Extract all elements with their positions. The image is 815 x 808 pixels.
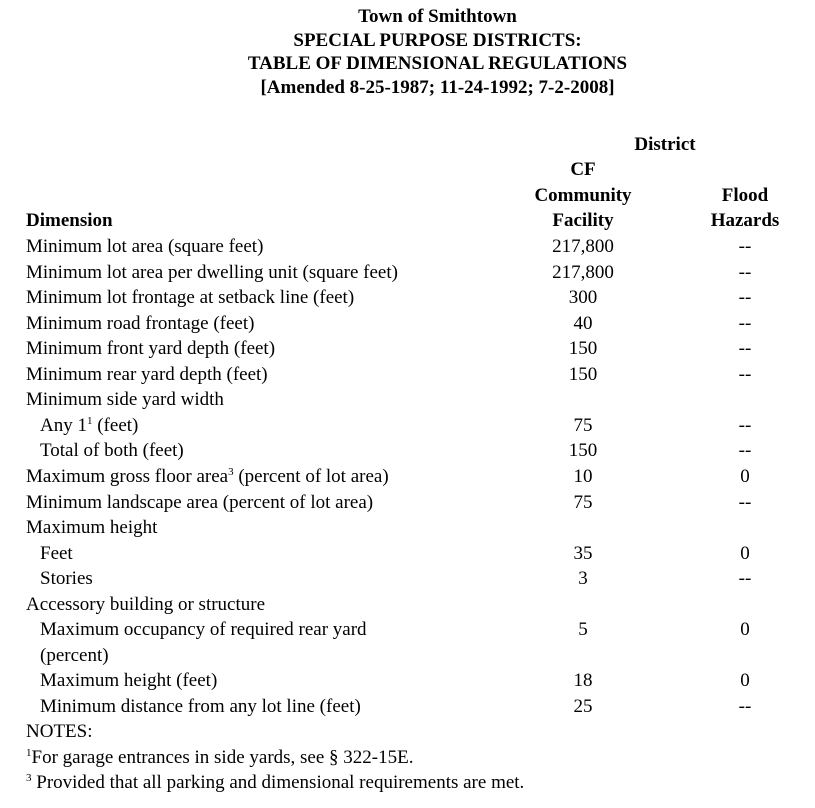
district-heading: District <box>634 134 696 155</box>
row-label: (percent) <box>40 645 109 666</box>
footnote-3-text: Provided that all parking and dimensional requirements are met. <box>31 772 525 793</box>
cf-value: 10 <box>573 466 593 487</box>
footnote-1 <box>26 747 414 769</box>
table-row <box>0 568 815 594</box>
fh-value: -- <box>738 262 752 283</box>
cf-code-heading: CF <box>570 159 596 180</box>
row-label: Minimum distance from any lot line (feet) <box>40 696 361 717</box>
cf-value: 75 <box>573 492 593 513</box>
row-label-text: Maximum gross floor area <box>26 466 229 487</box>
cf-value: 40 <box>573 313 593 334</box>
header-subtitle: TABLE OF DIMENSIONAL REGULATIONS <box>247 53 628 74</box>
fh-value: -- <box>738 568 752 589</box>
cf-value: 300 <box>568 287 598 308</box>
row-label: Minimum front yard depth (feet) <box>26 338 276 359</box>
table-row <box>0 466 815 492</box>
header-town: Town of Smithtown <box>358 6 517 27</box>
table-row <box>0 670 815 696</box>
cf-value: 18 <box>573 670 593 691</box>
cf-value: 75 <box>573 415 593 436</box>
cf-value: 25 <box>573 696 593 717</box>
cf-value: 150 <box>568 440 598 461</box>
row-label <box>40 415 138 437</box>
row-label: Minimum side yard width <box>26 389 224 410</box>
row-label: Maximum occupancy of required rear yard <box>40 619 367 640</box>
table-row <box>0 543 815 569</box>
table-row <box>0 236 815 262</box>
document-header <box>0 5 815 99</box>
table-row <box>0 389 815 415</box>
fh-value: -- <box>738 440 752 461</box>
table-row <box>0 338 815 364</box>
table-row <box>0 594 815 620</box>
row-label: Maximum height (feet) <box>40 670 218 691</box>
cf-name-heading-1: Community <box>534 185 632 206</box>
table-row <box>0 313 815 339</box>
footnote-1-mark: 1 <box>26 747 32 759</box>
footnote-ref-1: 1 <box>86 415 93 427</box>
row-label: Minimum road frontage (feet) <box>26 313 255 334</box>
cf-value: 3 <box>578 568 588 589</box>
row-label: Minimum lot frontage at setback line (feet) <box>26 287 355 308</box>
cf-value: 150 <box>568 364 598 385</box>
table-row <box>0 364 815 390</box>
table-row <box>0 287 815 313</box>
footnote-1-text: For garage entrances in side yards, see § 322-15E. <box>31 747 414 768</box>
table-row <box>0 262 815 288</box>
cf-value: 5 <box>578 619 588 640</box>
fh-name-heading-2: Hazards <box>710 210 780 231</box>
table-row <box>0 440 815 466</box>
table-row <box>0 645 815 671</box>
footnote-3 <box>26 772 524 794</box>
cf-value: 35 <box>573 543 593 564</box>
table-row <box>0 517 815 543</box>
row-label-suffix: (feet) <box>92 415 139 436</box>
row-label: Stories <box>40 568 93 589</box>
row-label: Minimum landscape area (percent of lot area) <box>26 492 374 513</box>
fh-value: 0 <box>740 466 750 487</box>
row-label: Accessory building or structure <box>26 594 266 615</box>
fh-value: -- <box>738 287 752 308</box>
dimension-heading: Dimension <box>26 210 113 231</box>
footnote-ref-3: 3 <box>228 466 234 478</box>
fh-value: -- <box>738 696 752 717</box>
row-label-suffix: (percent of lot area) <box>233 466 389 487</box>
row-label: Minimum rear yard depth (feet) <box>26 364 268 385</box>
footnote-3-mark: 3 <box>26 772 32 784</box>
row-label-text: Any 1 <box>40 415 87 436</box>
cf-value: 150 <box>568 338 598 359</box>
fh-value: 0 <box>740 543 750 564</box>
cf-name-heading-2: Facility <box>552 210 614 231</box>
fh-value: -- <box>738 313 752 334</box>
cf-value: 217,800 <box>552 236 614 257</box>
fh-value: -- <box>738 415 752 436</box>
fh-value: -- <box>738 236 752 257</box>
fh-value: -- <box>738 338 752 359</box>
table-row <box>0 619 815 645</box>
header-title: SPECIAL PURPOSE DISTRICTS: <box>293 29 582 51</box>
fh-name-heading-1: Flood <box>721 185 769 206</box>
table-row <box>0 492 815 518</box>
fh-value: -- <box>738 364 752 385</box>
fh-value: 0 <box>740 619 750 640</box>
fh-value: 0 <box>740 670 750 691</box>
row-label: Minimum lot area (square feet) <box>26 236 264 257</box>
row-label: Feet <box>40 543 73 564</box>
row-label: Maximum height <box>26 517 158 538</box>
notes-title: NOTES: <box>26 721 93 742</box>
table-row <box>0 696 815 722</box>
row-label: Minimum lot area per dwelling unit (square feet) <box>26 262 398 283</box>
table-row <box>0 415 815 441</box>
fh-value: -- <box>738 492 752 513</box>
header-amendments: [Amended 8-25-1987; 11-24-1992; 7-2-2008] <box>260 76 615 98</box>
row-label <box>26 466 389 488</box>
cf-value: 217,800 <box>552 262 614 283</box>
row-label: Total of both (feet) <box>40 440 184 461</box>
